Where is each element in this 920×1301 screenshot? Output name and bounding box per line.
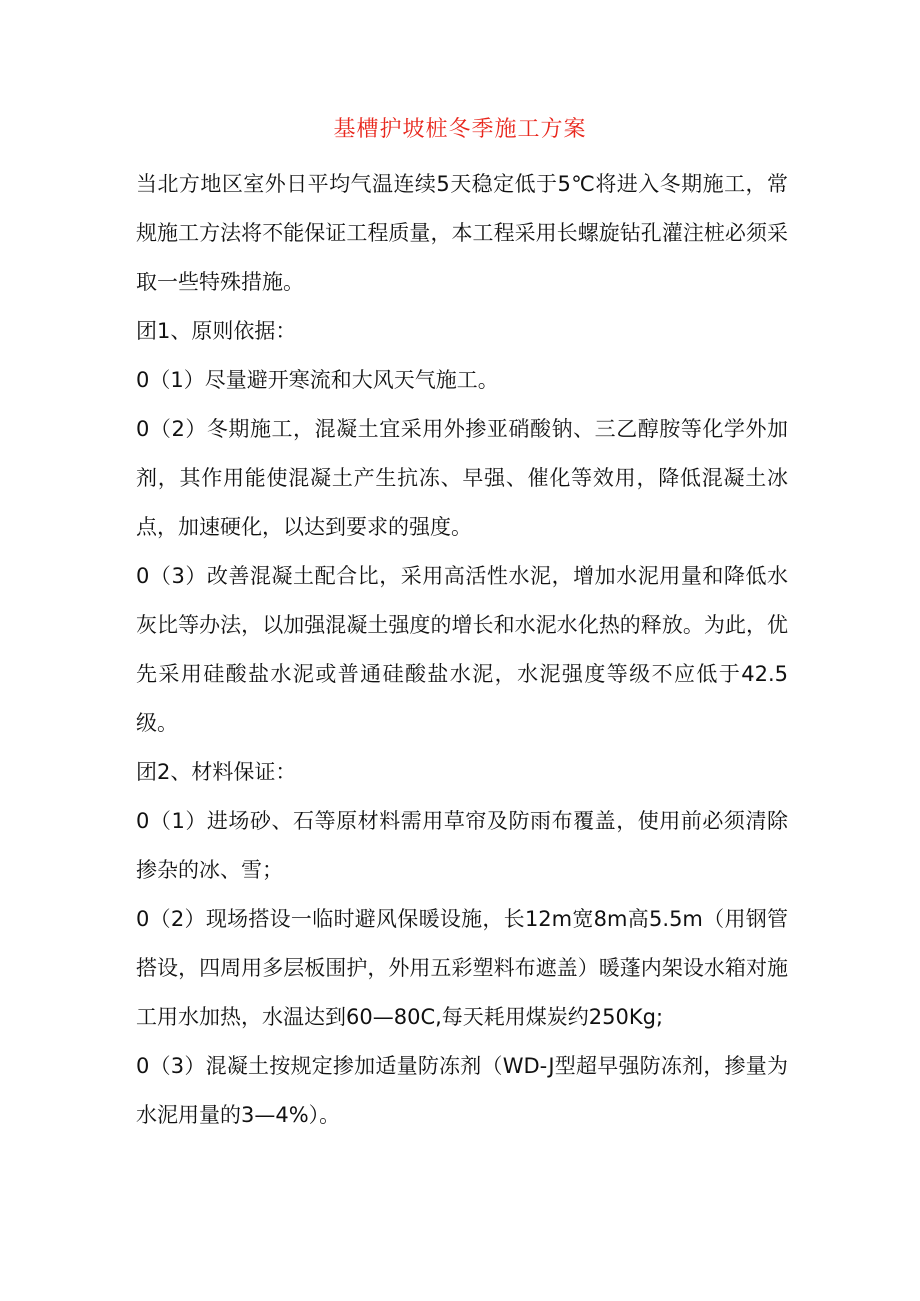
document-body <box>136 160 788 1140</box>
material-item-3: 0（3）混凝土按规定掺加适量防冻剂（WD-J型超早强防冻剂，掺量为水泥用量的3—4%）。 <box>136 1054 788 1127</box>
principle-item-1: 0（1）尽量避开寒流和大风天气施工。 <box>136 368 499 392</box>
principle-item-3: 0（3）改善混凝土配合比，采用高活性水泥，增加水泥用量和降低水灰比等办法，以加强混凝土强度的增长和水泥水化热的释放。为此，优先采用硅酸盐水泥或普通硅酸盐水泥，水泥强度等级不应低于42.5级。 <box>136 564 788 735</box>
section-heading-materials: 团2、材料保证： <box>136 760 297 784</box>
principle-item-2: 0（2）冬期施工，混凝土宜采用外掺亚硝酸钠、三乙醇胺等化学外加剂，其作用能使混凝土产生抗冻、早强、催化等效用，降低混凝土冰点，加速硬化，以达到要求的强度。 <box>136 417 788 539</box>
material-item-2: 0（2）现场搭设一临时避风保暖设施，长12m宽8m高5.5m（用钢管搭设，四周用多层板围护，外用五彩塑料布遮盖）暖蓬内架设水箱对施工用水加热，水温达到60—80C,每天耗用煤炭约250Kg; <box>136 907 788 1029</box>
section-heading-principles: 团1、原则依据： <box>136 319 297 343</box>
intro-paragraph: 当北方地区室外日平均气温连续5天稳定低于5℃将进入冬期施工，常规施工方法将不能保证工程质量，本工程采用长螺旋钻孔灌注桩必须采取一些特殊措施。 <box>136 172 788 294</box>
material-item-1: 0（1）进场砂、石等原材料需用草帘及防雨布覆盖，使用前必须清除掺杂的冰、雪； <box>136 809 788 882</box>
document-title: 基槽护坡桩冬季施工方案 <box>333 117 587 142</box>
